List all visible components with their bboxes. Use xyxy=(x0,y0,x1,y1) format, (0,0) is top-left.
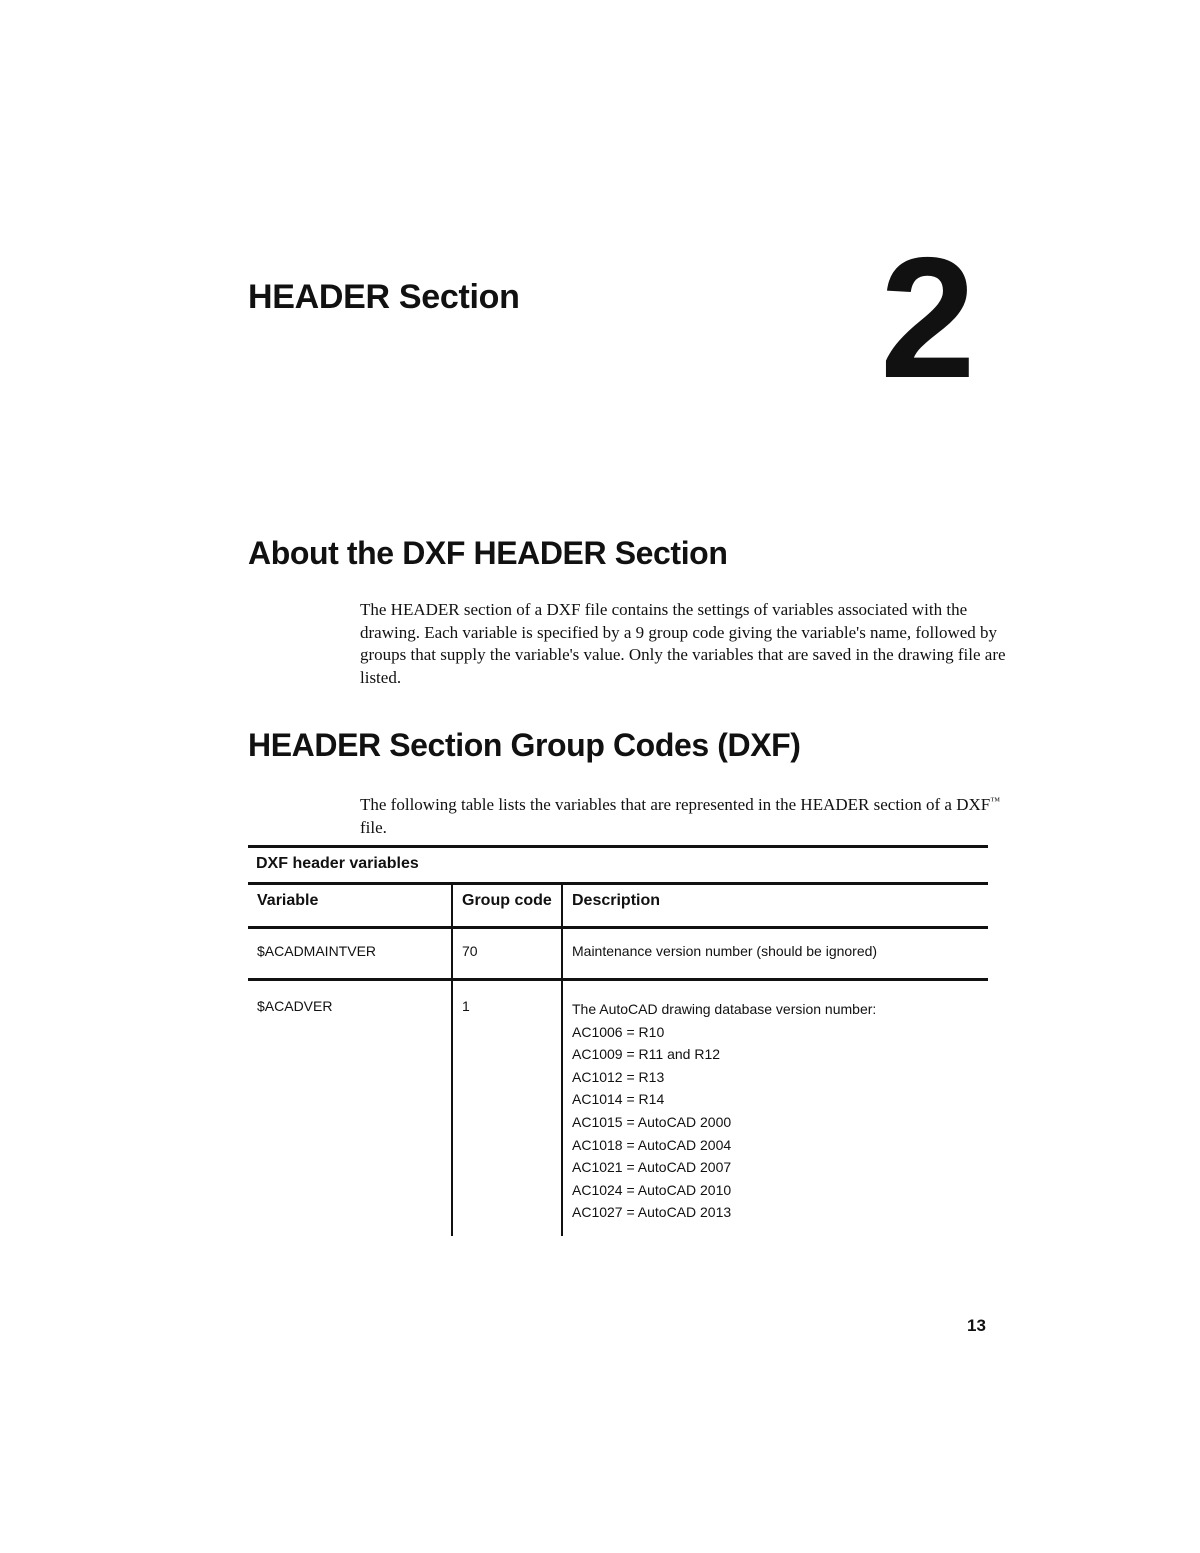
table-caption: DXF header variables xyxy=(248,845,988,885)
group-codes-section-heading: HEADER Section Group Codes (DXF) xyxy=(248,727,801,763)
variable-cell: $ACADMAINTVER xyxy=(248,929,453,978)
column-header-variable: Variable xyxy=(248,885,453,926)
chapter-title: HEADER Section xyxy=(248,278,520,316)
variable-cell: $ACADVER xyxy=(248,981,453,1236)
description-line: AC1009 = R11 and R12 xyxy=(572,1046,721,1063)
description-line: AC1024 = AutoCAD 2010 xyxy=(572,1181,732,1198)
description-line: The AutoCAD drawing database version number: xyxy=(572,1001,877,1017)
intro-text: The following table lists the variables that are represented in the HEADER section of a DXF xyxy=(360,795,991,814)
trademark-symbol: ™ xyxy=(990,796,1001,807)
group-code-cell: 1 xyxy=(453,981,563,1236)
header-variables-table xyxy=(248,845,988,1236)
description-cell: Maintenance version number (should be ignored) xyxy=(572,943,878,959)
table-header-row xyxy=(248,885,988,929)
description-line: AC1015 = AutoCAD 2000 xyxy=(572,1113,732,1130)
table-row xyxy=(248,981,988,1236)
description-cell xyxy=(563,981,988,1236)
description-line: AC1014 = R14 xyxy=(572,1091,665,1108)
group-code-cell: 70 xyxy=(453,929,563,978)
about-section-heading: About the DXF HEADER Section xyxy=(248,535,728,571)
table-intro-paragraph xyxy=(360,791,1008,839)
description-line: AC1027 = AutoCAD 2013 xyxy=(572,1204,732,1221)
intro-text-end: file. xyxy=(360,817,387,837)
description-line: AC1021 = AutoCAD 2007 xyxy=(572,1159,732,1176)
chapter-number: 2 xyxy=(880,222,972,414)
description-line: AC1018 = AutoCAD 2004 xyxy=(572,1136,732,1153)
description-line: AC1006 = R10 xyxy=(572,1023,665,1040)
table-row xyxy=(248,929,988,981)
about-paragraph: The HEADER section of a DXF file contains the settings of variables associated with the drawing. Each variable is specified by a 9 group code giving the variable's name, followed by groups that supply the variable's value. Only the variables that are saved in the drawing file are listed. xyxy=(360,600,1006,687)
column-header-description: Description xyxy=(572,892,661,909)
column-header-group-code: Group code xyxy=(453,885,563,926)
page-number: 13 xyxy=(967,1316,986,1335)
description-line: AC1012 = R13 xyxy=(572,1068,665,1085)
